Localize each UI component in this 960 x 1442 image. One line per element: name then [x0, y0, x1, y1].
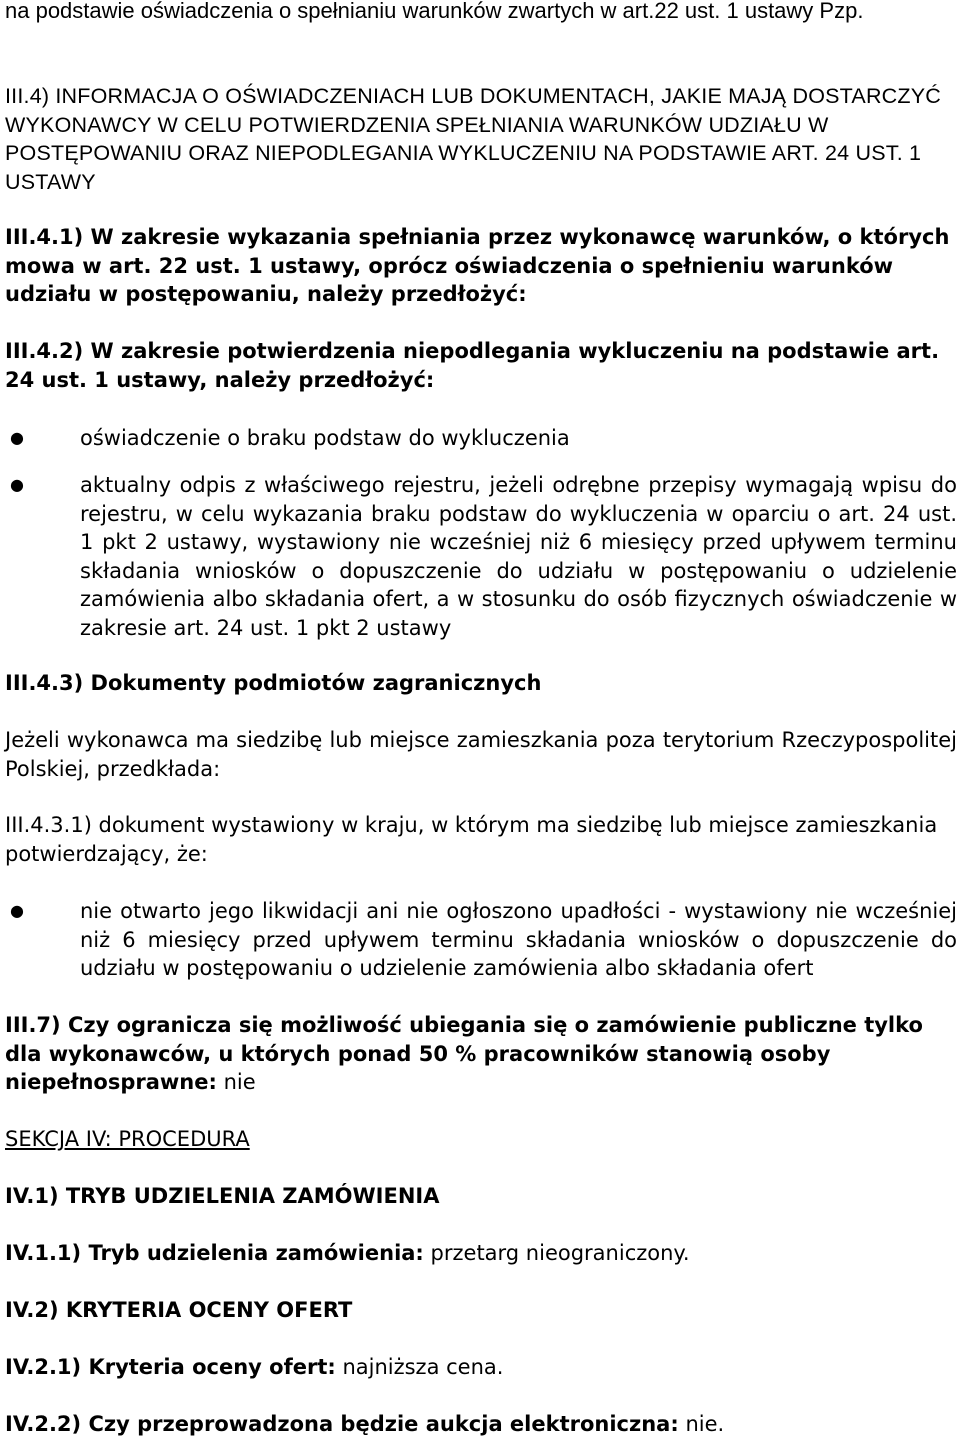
list-item — [5, 471, 957, 642]
list-item — [5, 424, 957, 453]
section-iv1-heading: IV.1) TRYB UDZIELENIA ZAMÓWIENIA — [5, 1184, 440, 1208]
section-iii41-heading: III.4.1) W zakresie wykazania spełniania przez wykonawcę warunków, o których mowa w art. 22 ust. 1 ustawy, oprócz oświadczenia o spełnieniu warunków udziału w postępowaniu, należy przedłożyć: — [5, 225, 950, 306]
bullet-icon: ● — [10, 475, 24, 494]
list-item-text: oświadczenie o braku podstaw do wykluczenia — [80, 426, 570, 450]
bullet-icon: ● — [10, 901, 24, 920]
section-iii431-text: III.4.3.1) dokument wystawiony w kraju, w którym ma siedzibę lub miejsce zamieszkania potwierdzający, że: — [5, 813, 938, 866]
section-iv22-label: IV.2.2) Czy przeprowadzona będzie aukcja elektroniczna: — [5, 1412, 679, 1436]
section-iv22 — [5, 1410, 957, 1439]
section-iv11-value: przetarg nieograniczony. — [430, 1241, 690, 1265]
section-iv11 — [5, 1239, 957, 1268]
section-iii43-heading: III.4.3) Dokumenty podmiotów zagranicznych — [5, 671, 542, 695]
section-iii7-label: III.7) Czy ogranicza się możliwość ubiegania się o zamówienie publiczne tylko dla wykonawców, u których ponad 50 % pracowników stanowią osoby niepełnosprawne: — [5, 1013, 923, 1094]
section-iii43-text: Jeżeli wykonawca ma siedzibę lub miejsce zamieszkania poza terytorium Rzeczypospolitej Polskiej, przedkłada: — [5, 728, 957, 781]
section-iii7-value: nie — [223, 1070, 256, 1094]
section-iii42-heading: III.4.2) W zakresie potwierdzenia niepodlegania wykluczeniu na podstawie art. 24 ust. 1 ustawy, należy przedłożyć: — [5, 339, 940, 392]
section-iv21-label: IV.2.1) Kryteria oceny ofert: — [5, 1355, 336, 1379]
section-iv21 — [5, 1353, 957, 1382]
list-item-text: nie otwarto jego likwidacji ani nie ogłoszono upadłości - wystawiony nie wcześniej niż 6 miesięcy przed upływem terminu składania wniosków o dopuszczenie do udziału w postępowaniu o udzielenie zamówienia albo składania ofert — [80, 899, 957, 980]
bullet-icon: ● — [10, 428, 24, 447]
list-item — [5, 897, 957, 983]
section-iv2-heading: IV.2) KRYTERIA OCENY OFERT — [5, 1298, 353, 1322]
intro-paragraph: na podstawie oświadczenia o spełnianiu warunków zwartych w art.22 ust. 1 ustawy Pzp. — [5, 0, 864, 23]
section-iv11-label: IV.1.1) Tryb udzielenia zamówienia: — [5, 1241, 424, 1265]
section-iii7 — [5, 1011, 957, 1097]
section-iv22-value: nie. — [685, 1412, 725, 1436]
section-iv-title: SEKCJA IV: PROCEDURA — [5, 1127, 250, 1151]
section-iii4-heading: III.4) INFORMACJA O OŚWIADCZENIACH LUB DOKUMENTACH, JAKIE MAJĄ DOSTARCZYĆ WYKONAWCY W CELU POTWIERDZENIA SPEŁNIANIA WARUNKÓW UDZIAŁU W POSTĘPOWANIU ORAZ NIEPODLEGANIA WYKLUCZENIU NA PODSTAWIE ART. 24 UST. 1 USTAWY — [5, 84, 942, 194]
list-item-text: aktualny odpis z właściwego rejestru, jeżeli odrębne przepisy wymagają wpisu do rejestru, w celu wykazania braku podstaw do wykluczenia w oparciu o art. 24 ust. 1 pkt 2 ustawy, wystawiony nie wcześniej niż 6 miesięcy przed upływem terminu składania wniosków o dopuszczenie do udziału w postępowaniu o udzielenie zamówienia albo składania ofert, a w stosunku do osób fizycznych oświadczenie w zakresie art. 24 ust. 1 pkt 2 ustawy — [80, 473, 957, 640]
section-iv21-value: najniższa cena. — [342, 1355, 504, 1379]
